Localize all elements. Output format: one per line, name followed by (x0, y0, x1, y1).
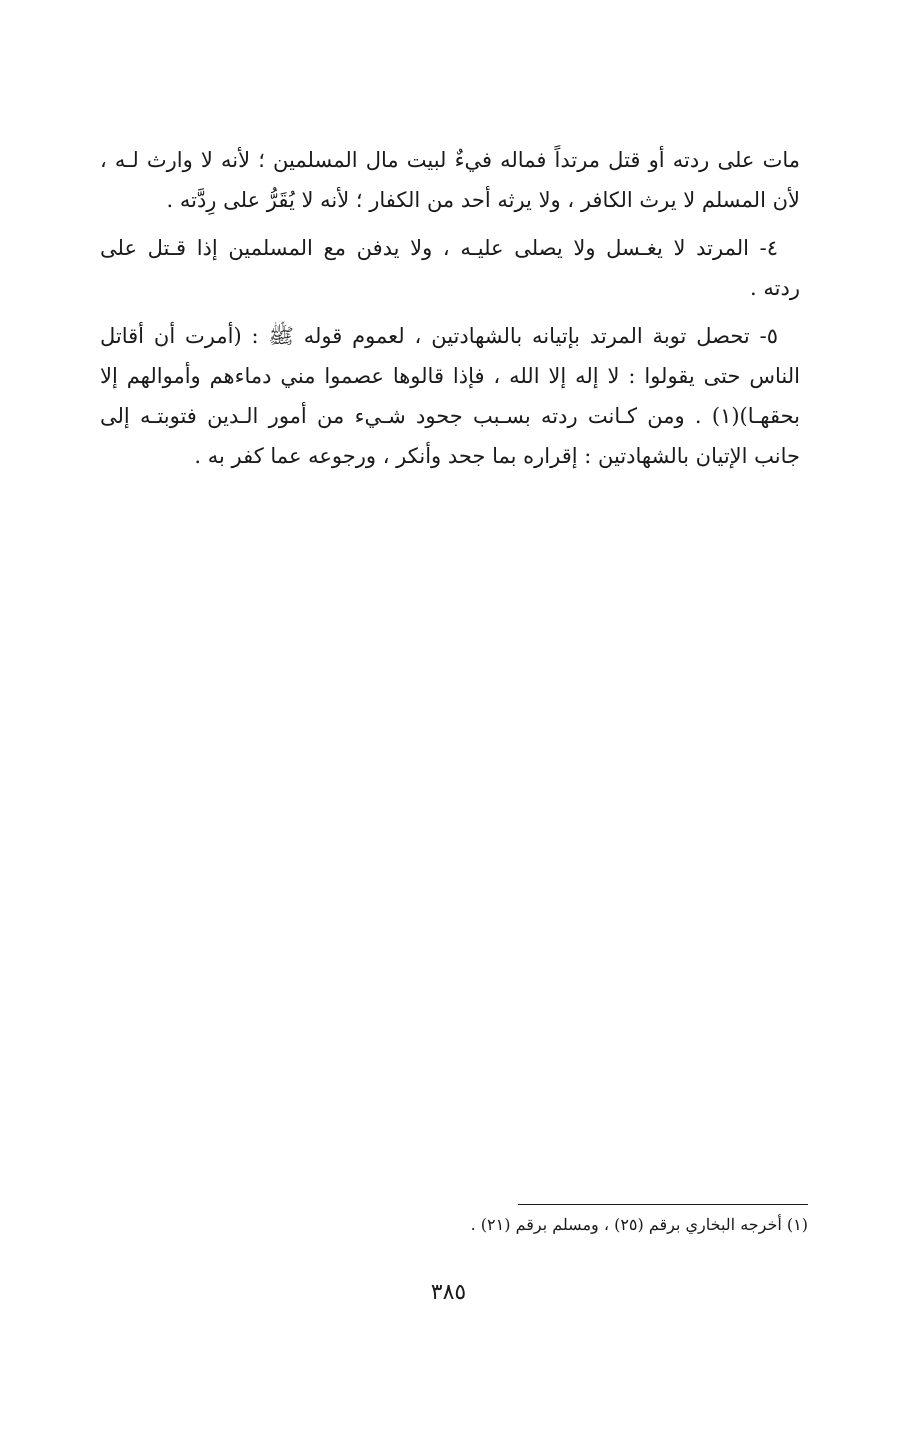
text-line: بحقهـا)(١) . ومن كـانت ردته بسـبب جحود شـيء من أمور الـدين فتوبتـه إلى (100, 404, 800, 428)
text-line: مات على ردته أو قتل مرتداً فماله فيءٌ لبيت مال المسلمين ؛ لأنه لا وارث لـه ، (100, 148, 800, 172)
paragraph-point-5 (100, 316, 800, 476)
footnote-divider (518, 1204, 808, 1205)
main-text (100, 140, 800, 484)
paragraph-point-4 (100, 228, 800, 308)
page-number: ٣٨٥ (430, 1280, 467, 1305)
text-line: لأن المسلم لا يرث الكافر ، ولا يرثه أحد من الكفار ؛ لأنه لا يُقَرُّ على رِدَّته . (166, 188, 800, 212)
text-line: جانب الإتيان بالشهادتين : إقراره بما جحد وأنكر ، ورجوعه عما كفر به . (194, 444, 800, 468)
paragraph-inheritance (100, 140, 800, 220)
text-line: الناس حتى يقولوا : لا إله إلا الله ، فإذا قالوها عصموا مني دماءهم وأموالهم إلا (100, 364, 800, 388)
text-line: ردته . (750, 276, 800, 300)
footnote: (١) أخرجه البخاري برقم (٢٥) ، ومسلم برقم (٢١) . (470, 1215, 808, 1234)
text-line: ٥- تحصل توبة المرتد بإتيانه بالشهادتين ، لعموم قوله ﷺ : (أمرت أن أقاتل (100, 324, 778, 348)
text-line: ٤- المرتد لا يغـسل ولا يصلى عليـه ، ولا يدفن مع المسلمين إذا قـتل على (100, 236, 778, 260)
